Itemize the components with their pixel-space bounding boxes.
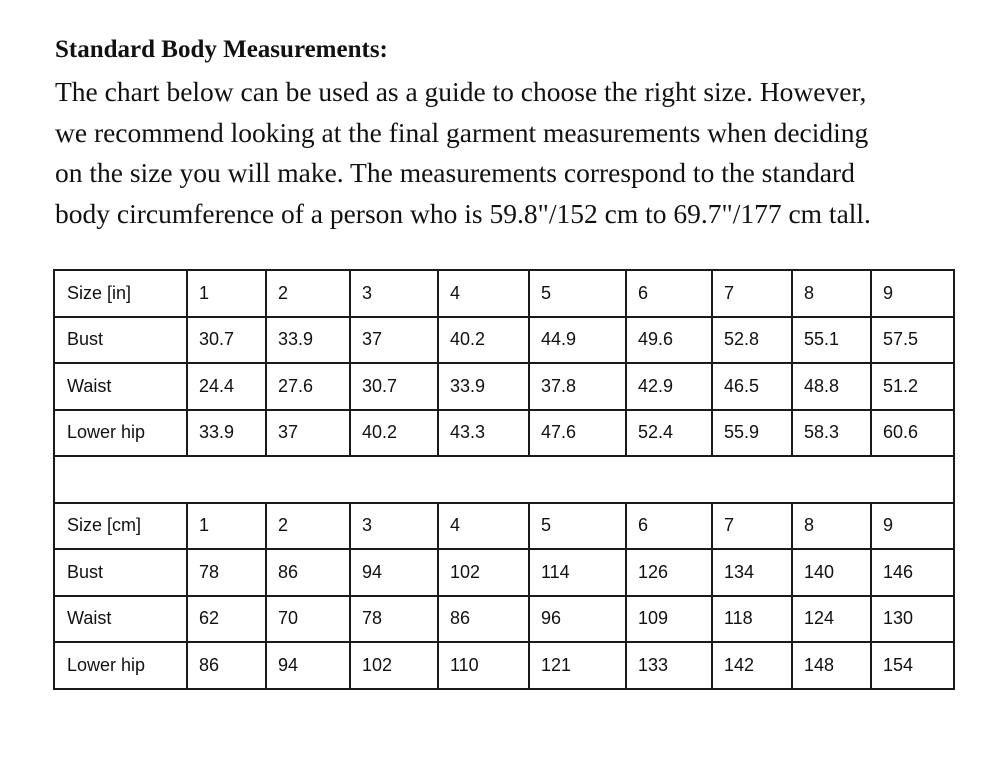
value-cell: 37.8 — [529, 363, 626, 410]
value-cell: 126 — [626, 549, 712, 596]
table-spacer-row — [54, 456, 954, 503]
table-row — [54, 549, 954, 596]
value-cell: 55.1 — [792, 317, 871, 364]
value-cell: 133 — [626, 642, 712, 689]
value-cell: 27.6 — [266, 363, 350, 410]
value-cell: 55.9 — [712, 410, 792, 457]
size-cell: 4 — [438, 270, 529, 317]
value-cell: 52.8 — [712, 317, 792, 364]
table-row — [54, 596, 954, 643]
size-cell: 4 — [438, 503, 529, 550]
value-cell: 96 — [529, 596, 626, 643]
size-chart-table — [53, 269, 955, 690]
value-cell: 140 — [792, 549, 871, 596]
page-heading: Standard Body Measurements: — [55, 36, 388, 63]
value-cell: 148 — [792, 642, 871, 689]
value-cell: 40.2 — [438, 317, 529, 364]
value-cell: 102 — [438, 549, 529, 596]
value-cell: 86 — [187, 642, 266, 689]
value-cell: 47.6 — [529, 410, 626, 457]
value-cell: 109 — [626, 596, 712, 643]
row-label: Lower hip — [54, 642, 187, 689]
value-cell: 70 — [266, 596, 350, 643]
table-row — [54, 363, 954, 410]
size-cell: 7 — [712, 270, 792, 317]
value-cell: 48.8 — [792, 363, 871, 410]
intro-line: The chart below can be used as a guide to choose the right size. However, — [55, 76, 867, 107]
value-cell: 57.5 — [871, 317, 954, 364]
value-cell: 154 — [871, 642, 954, 689]
row-label: Bust — [54, 549, 187, 596]
intro-line: body circumference of a person who is 59.8"/152 cm to 69.7"/177 cm tall. — [55, 197, 871, 229]
intro-paragraph — [55, 72, 965, 234]
row-label: Lower hip — [54, 410, 187, 457]
value-cell: 46.5 — [712, 363, 792, 410]
intro-line: we recommend looking at the final garment measurements when deciding — [55, 116, 869, 148]
value-cell: 40.2 — [350, 410, 438, 457]
value-cell: 118 — [712, 596, 792, 643]
value-cell: 86 — [266, 549, 350, 596]
value-cell: 121 — [529, 642, 626, 689]
value-cell: 124 — [792, 596, 871, 643]
value-cell: 110 — [438, 642, 529, 689]
value-cell: 94 — [266, 642, 350, 689]
value-cell: 86 — [438, 596, 529, 643]
row-label: Size [in] — [54, 270, 187, 317]
value-cell: 78 — [350, 596, 438, 643]
value-cell: 134 — [712, 549, 792, 596]
value-cell: 43.3 — [438, 410, 529, 457]
value-cell: 37 — [350, 317, 438, 364]
value-cell: 42.9 — [626, 363, 712, 410]
value-cell: 142 — [712, 642, 792, 689]
value-cell: 30.7 — [187, 317, 266, 364]
size-cell: 8 — [792, 503, 871, 550]
table-row — [54, 317, 954, 364]
value-cell: 24.4 — [187, 363, 266, 410]
value-cell: 33.9 — [187, 410, 266, 457]
size-cell: 3 — [350, 503, 438, 550]
row-label: Size [cm] — [54, 503, 187, 550]
value-cell: 52.4 — [626, 410, 712, 457]
size-cell: 7 — [712, 503, 792, 550]
value-cell: 62 — [187, 596, 266, 643]
value-cell: 37 — [266, 410, 350, 457]
size-cell: 9 — [871, 270, 954, 317]
size-cell: 5 — [529, 270, 626, 317]
size-cell: 2 — [266, 270, 350, 317]
intro-line: on the size you will make. The measurements correspond to the standard — [55, 157, 855, 188]
value-cell: 49.6 — [626, 317, 712, 364]
table-row — [54, 410, 954, 457]
row-label: Waist — [54, 596, 187, 643]
size-cell: 6 — [626, 270, 712, 317]
value-cell: 33.9 — [438, 363, 529, 410]
value-cell: 30.7 — [350, 363, 438, 410]
size-cell: 1 — [187, 503, 266, 550]
value-cell: 58.3 — [792, 410, 871, 457]
size-cell: 9 — [871, 503, 954, 550]
spacer-cell — [54, 456, 954, 503]
size-cell: 2 — [266, 503, 350, 550]
size-cell: 1 — [187, 270, 266, 317]
row-label: Bust — [54, 317, 187, 364]
size-cell: 6 — [626, 503, 712, 550]
table-header-row-cm — [54, 503, 954, 550]
size-cell: 8 — [792, 270, 871, 317]
table-header-row-in — [54, 270, 954, 317]
size-cell: 3 — [350, 270, 438, 317]
value-cell: 51.2 — [871, 363, 954, 410]
value-cell: 114 — [529, 549, 626, 596]
row-label: Waist — [54, 363, 187, 410]
value-cell: 102 — [350, 642, 438, 689]
value-cell: 60.6 — [871, 410, 954, 457]
value-cell: 44.9 — [529, 317, 626, 364]
table-row — [54, 642, 954, 689]
value-cell: 146 — [871, 549, 954, 596]
value-cell: 130 — [871, 596, 954, 643]
value-cell: 78 — [187, 549, 266, 596]
value-cell: 33.9 — [266, 317, 350, 364]
size-cell: 5 — [529, 503, 626, 550]
value-cell: 94 — [350, 549, 438, 596]
